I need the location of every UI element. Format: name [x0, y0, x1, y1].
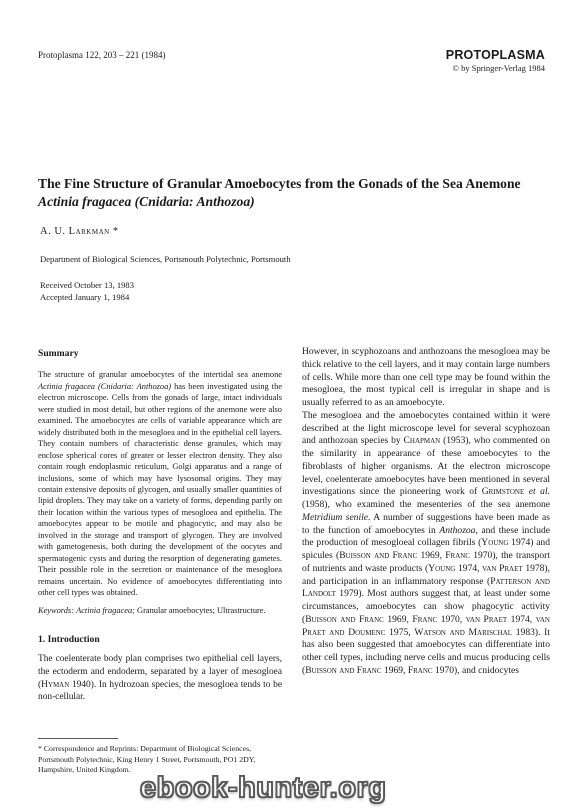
- journal-name: PROTOPLASMA: [445, 48, 545, 62]
- title-main: The Fine Structure of Granular Amoebocytes from the Gonads of the Sea Anemone: [38, 176, 521, 191]
- rp2-g: 1969,: [417, 550, 446, 561]
- rp2-cite-15: Franc: [407, 664, 433, 676]
- rp2-f: 1974) and spicules (: [302, 537, 550, 561]
- rp2-etal: et al.: [524, 486, 550, 498]
- introduction-text: [38, 653, 282, 703]
- rp2-k: 1979). Most authors suggest that, at least under some circumstances, amoebocytes can show phagocytic activity (: [302, 588, 550, 625]
- rp2-p: 1983). It has also been suggested that amoebocytes can differentiate into other cell types, including nerve cells and mucus producing cells (: [302, 626, 550, 676]
- summary-text-a: The structure of granular amoebocytes of the intertidal sea anemone: [38, 370, 282, 380]
- rp2-cite-11: van Praet: [465, 613, 508, 625]
- rp2-cite-10: Franc: [412, 613, 438, 625]
- rp2-l: 1969,: [383, 613, 413, 625]
- rp2-o: 1975,: [385, 626, 415, 638]
- rp2-cite-5: Franc: [445, 550, 470, 561]
- rp2-cite-2: Grimstone: [481, 486, 525, 498]
- title-subtitle: Actinia fragacea (Cnidaria: Anthozoa): [38, 194, 255, 209]
- article-title: [38, 175, 558, 211]
- rp2-h: 1970), the transport of nutrients and waste products (: [302, 550, 550, 574]
- rp2-c: (1958), who examined the mesenteries of the sea anemone: [302, 499, 550, 510]
- rp2-a: The mesogloea and the amoebocytes contained within it were described at the light microscope level for several scyphozoan and anthozoan species by: [302, 409, 550, 447]
- right-column: [302, 346, 550, 678]
- rp2-cite-1: Chapman: [403, 435, 441, 447]
- summary-species: Actinia fragacea (Cnidaria: Anthozoa): [38, 381, 172, 391]
- intro-text-a: The coelenterate body plan comprises two epithelial cell layers, the ectoderm and endoderm, separated by a layer of mesogloea (: [38, 654, 282, 690]
- summary-text: [38, 369, 282, 598]
- footnote-divider: [38, 738, 118, 739]
- author-footnote-mark: *: [112, 226, 119, 237]
- rp2-j: 1978), and participation in an inflammatory response (: [302, 562, 550, 587]
- rp2-genus: Anthozoa,: [439, 524, 478, 536]
- copyright-line: © by Springer-Verlag 1984: [452, 63, 545, 73]
- rp2-cite-8: Patterson and Landolt: [302, 575, 550, 600]
- rp2-d: . A number of suggestions have been made as to the function of amoebocytes in: [302, 511, 550, 536]
- keywords: [38, 605, 282, 616]
- rp2-cite-13: Watson and Marischal: [414, 626, 513, 638]
- rp2-cite-14: Buisson and Franc: [305, 664, 382, 676]
- right-paragraph-1: However, in scyphozoans and anthozoans the mesogloea may be thick relative to the cell layers, and it may contain large numbers of cells. While more than one cell type may be found within the mesogloea, the most typical cell is irregular in shape and is usually referred to as an amoebocyte.: [302, 346, 550, 408]
- rp2-cite-12: van Praet and Doumenc: [302, 613, 550, 638]
- rp2-cite-6: Young: [428, 562, 456, 574]
- rp2-cite-4: Buisson and Franc: [339, 550, 418, 561]
- accepted-date: Accepted January 1, 1984: [40, 291, 130, 302]
- introduction-heading: 1. Introduction: [38, 633, 100, 645]
- footnote: * Correspondence and Reprints: Department of Biological Sciences, Portsmouth Polytechnic, King Henry 1 Street, Portsmouth, PO1 2DY, Hampshire, United Kingdom.: [38, 744, 256, 774]
- received-date: Received October 13, 1983: [40, 280, 135, 290]
- intro-citation: Hyman: [41, 679, 70, 690]
- left-column: [38, 348, 282, 704]
- rp2-e: and these include the production of mesogloeal collagen fibrils (: [302, 524, 550, 549]
- rp2-cite-9: Buisson and Franc: [305, 613, 384, 625]
- rp2-i: 1974,: [455, 562, 483, 574]
- keywords-label: Keywords:: [38, 605, 74, 615]
- rp2-m: 1970,: [437, 613, 466, 625]
- journal-brand: [446, 48, 545, 73]
- summary-text-b: has been investigated using the electron microscope. Cells from the gonads of large, intact individuals were studied in most detail, but other regions of the anemone were also examined. The amoebocytes are cells of variable appearance which are widely distributed both in the mesogloea and in the epithelial cell layers. They contain numbers of characteristic dense granules, which may enclose spherical cores of greater or lesser electron density. They also contain rough endoplasmic reticulum, Golgi apparatus and a range of inclusions, some of which may have lysosomal origins. They may contain extensive deposits of glycogen, and usually smaller quantities of lipid droplets. They may take on a variety of forms, depending partly on their location within the various types of mesogloea and epithelia. The amoebocytes appear to be motile and phagocytic, and may also be involved in the storage and transport of glycogen. They are involved with gametogenesis, both during the development of the oocytes and spermatogenic cysts and during the resorption of degenerating gametes. Their possible role in the secretion or maintenance of the mesogloea remains uncertain. No evidence of amoebocytes differentiating into other cell types was obtained.: [38, 381, 282, 598]
- rp2-r: 1970), and cnidocytes: [432, 664, 520, 676]
- right-paragraph-2: [302, 410, 550, 678]
- rp2-species: Metridium senile: [302, 511, 368, 523]
- article-dates: [40, 280, 134, 303]
- rp2-b: (1953), who commented on the similarity in appearance of these amoebocytes to the fibroblasts of higher organisms. At the electron microscope level, coelenterate amoebocytes have been mentioned in several investigations since the pioneering work of: [302, 435, 550, 498]
- journal-reference: Protoplasma 122, 203 – 221 (1984): [38, 50, 166, 60]
- rp2-n: 1974,: [507, 613, 536, 625]
- keywords-rest: Granular amoebocytes; Ultrastructure.: [134, 605, 266, 615]
- author-affiliation: Department of Biological Sciences, Portsmouth Polytechnic, Portsmouth: [40, 254, 291, 264]
- author-initials: A. U.: [40, 226, 66, 237]
- intro-text-b: 1940). In hydrozoan species, the mesogloea tends to be non-cellular.: [38, 679, 282, 703]
- keywords-species: Actinia fragacea;: [76, 605, 135, 615]
- author-line: [40, 226, 119, 237]
- rp2-cite-7: van Praet: [482, 562, 523, 574]
- author-surname: Larkman: [68, 226, 110, 237]
- rp2-cite-3: Young: [481, 537, 509, 549]
- summary-heading: Summary: [38, 348, 79, 359]
- watermark: ebook-hunter.org: [140, 772, 387, 804]
- rp2-q: 1969,: [381, 664, 408, 676]
